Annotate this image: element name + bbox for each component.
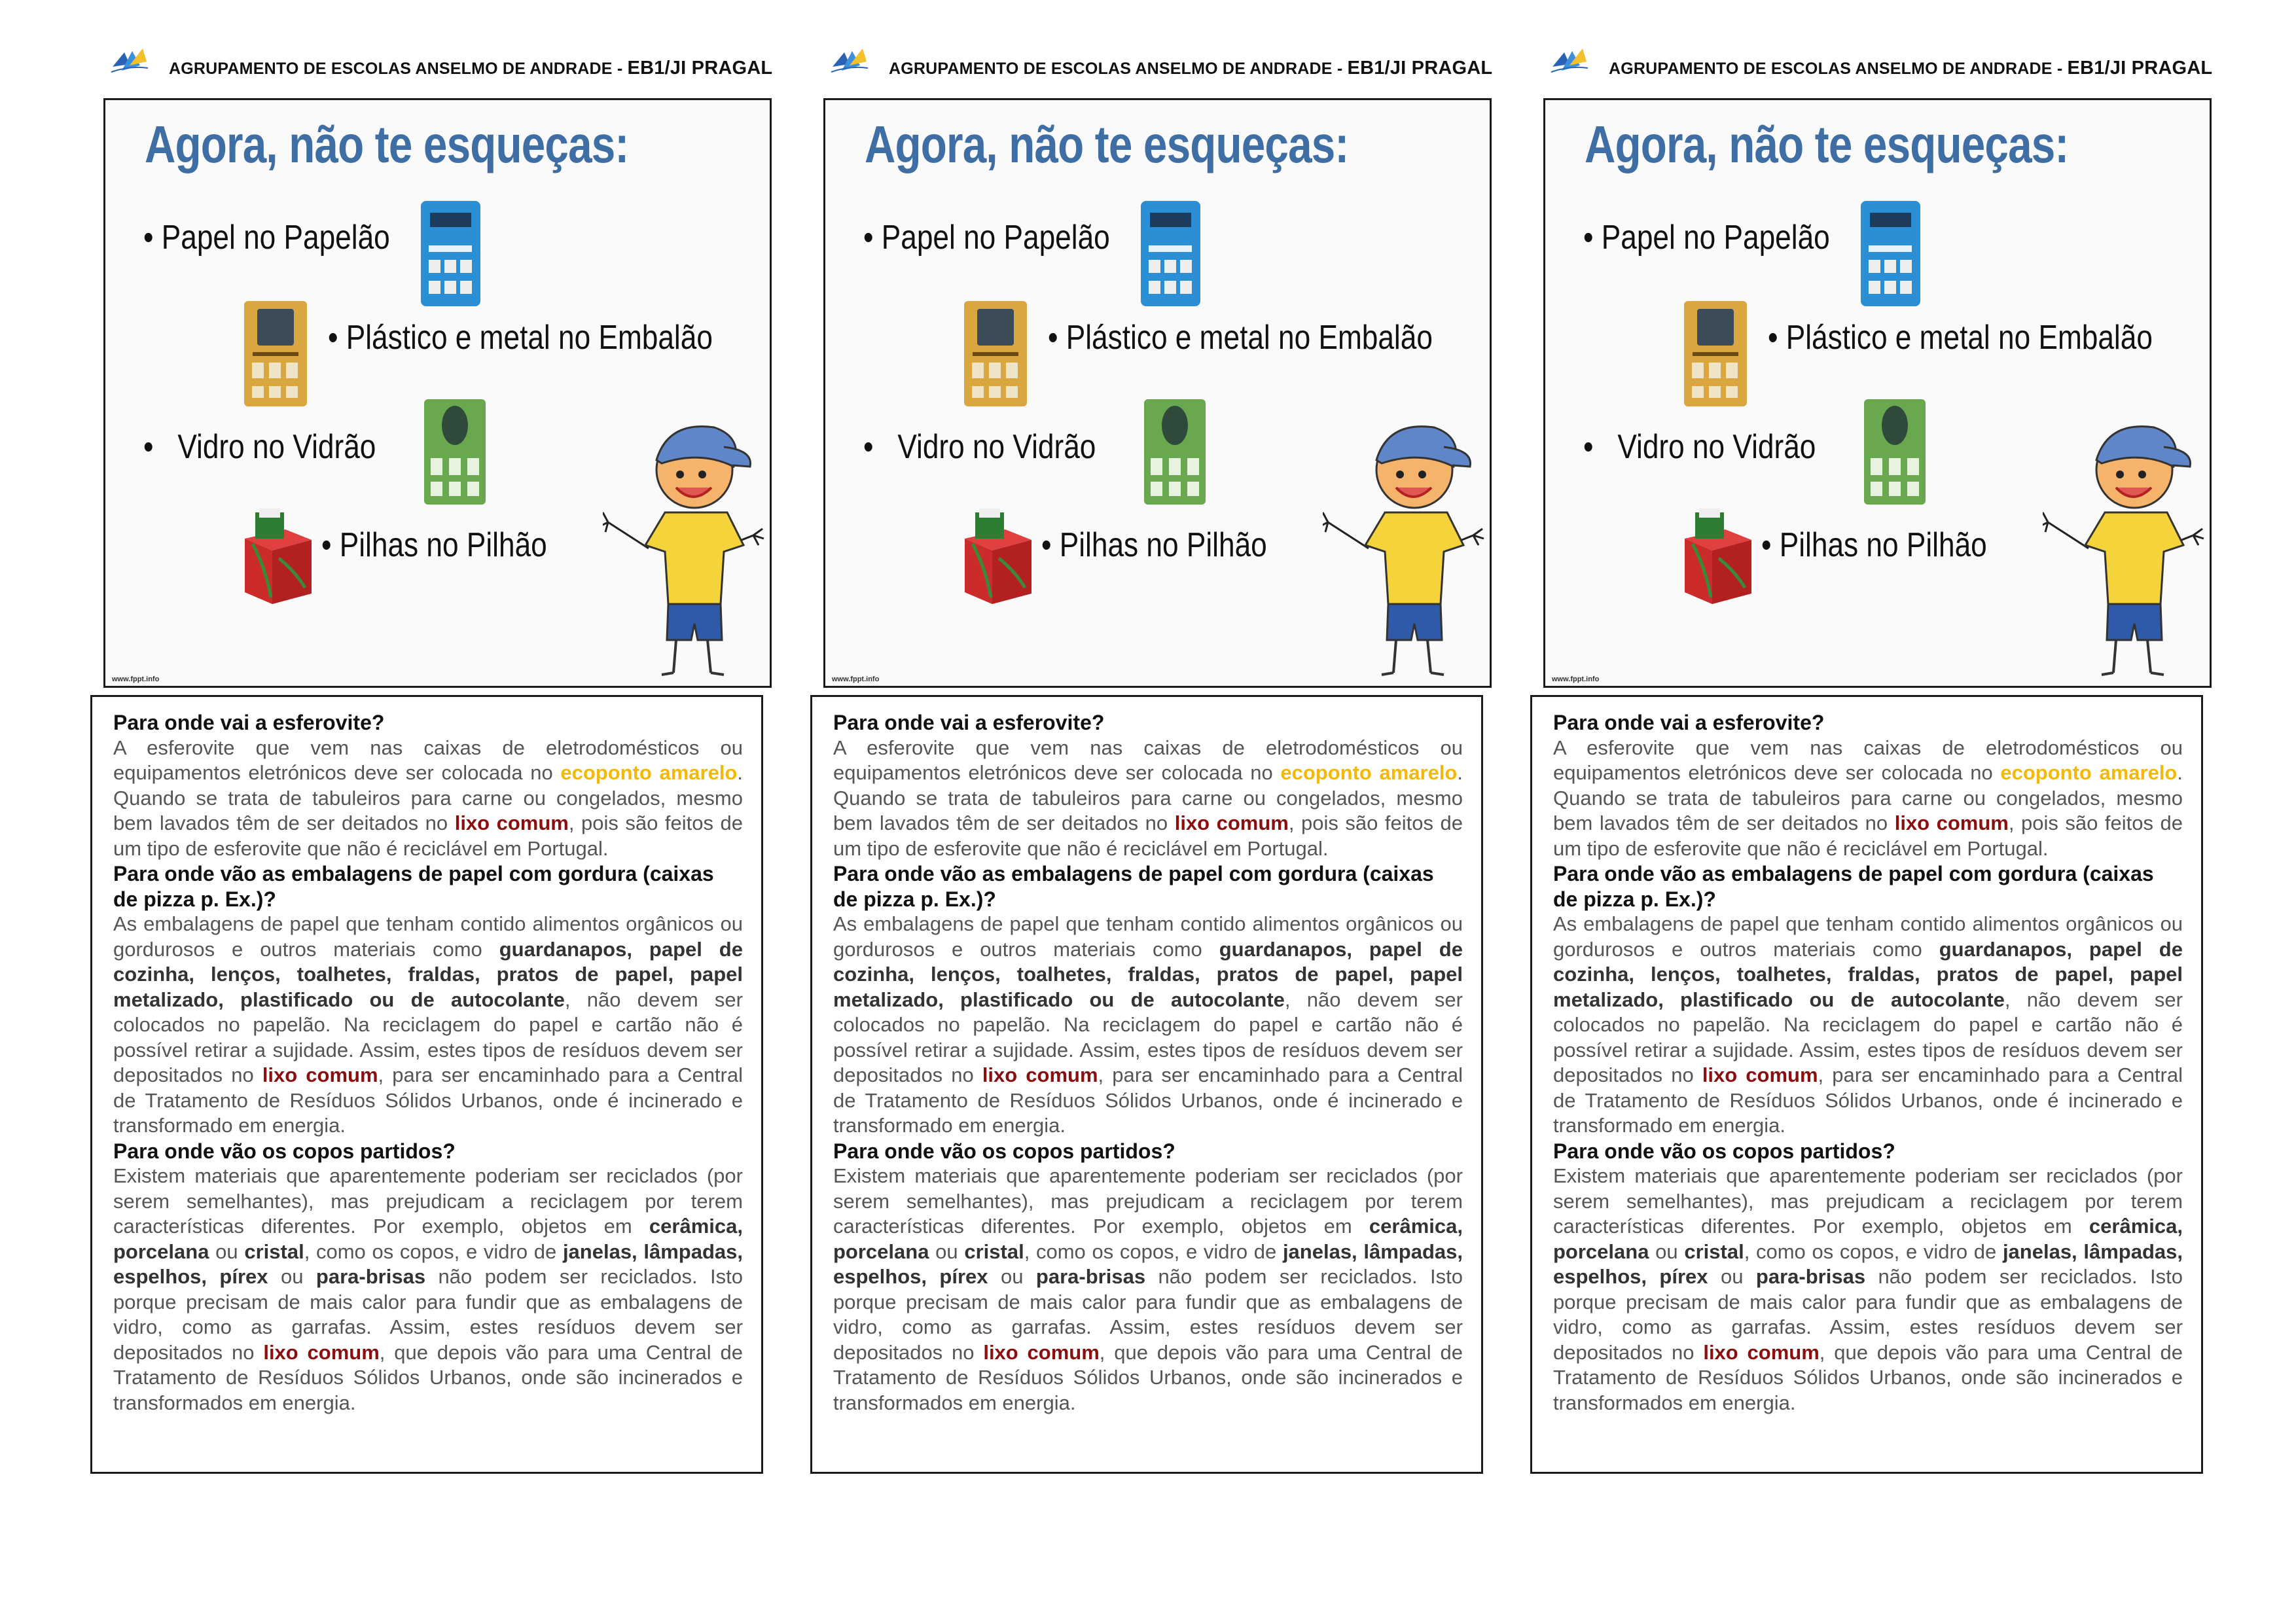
- info-text-box: [1530, 695, 2203, 1474]
- bullet-plastico: • Plástico e metal no Embalão: [1768, 319, 2153, 357]
- leaflet-column-2: [810, 0, 1491, 1623]
- school-header: [1543, 46, 2224, 92]
- pilhao-box-icon: [240, 506, 315, 607]
- bullet-papel: • Papel no Papelão: [143, 219, 390, 257]
- slide-title: Agora, não te esqueças:: [865, 115, 1349, 173]
- header-separator: -: [1336, 60, 1343, 78]
- slide-footer: www.fppt.info: [1552, 675, 1600, 683]
- question-papel-gordura: Para onde vão as embalagens de papel com gordura (caixas de pizza p. Ex.)?: [113, 862, 714, 911]
- boy-cartoon-icon: [2043, 414, 2206, 676]
- papelao-bin-icon: [1859, 200, 1922, 308]
- header-separator: -: [2056, 60, 2063, 78]
- bullet-papel-label: Papel no Papelão: [1601, 219, 1830, 257]
- bullet-vidro-label: Vidro no Vidrão: [177, 428, 376, 466]
- answer-copos-partidos: Existem materiais que aparentemente poderiam ser reciclados (por serem semelhantes), mas prejudicam a reciclagem por terem características diferentes. Por exemplo, objetos em cerâmica, porcelana ou cristal, como os copos, e vidro de janelas, lâmpadas, espelhos, pírex ou para-brisas não podem ser reciclados. Isto porque precisam de mais calor para fundir que as embalagens de vidro, como as garrafas. Assim, estes resíduos devem ser depositados no lixo comum, que depois vão para uma Central de Tratamento de Resíduos Sólidos Urbanos, onde são incinerados e transformados em energia.: [113, 1164, 743, 1414]
- highlight-lixo-comum: lixo comum: [983, 1340, 1100, 1364]
- highlight-ecoponto: ecoponto amarelo: [560, 761, 738, 784]
- pilhao-box-icon: [1679, 506, 1755, 607]
- question-copos-partidos: Para onde vão os copos partidos?: [113, 1139, 456, 1163]
- school-unit: EB1/JI PRAGAL: [2067, 58, 2213, 79]
- school-name: AGRUPAMENTO DE ESCOLAS ANSELMO DE ANDRADE: [169, 60, 613, 78]
- bullet-vidro: • Vidro no Vidrão: [1583, 428, 1816, 466]
- bullet-papel: • Papel no Papelão: [863, 219, 1110, 257]
- boy-cartoon-icon: [1323, 414, 1486, 676]
- papelao-bin-icon: [1139, 200, 1202, 308]
- highlight-lixo-comum: lixo comum: [1703, 1340, 1820, 1364]
- school-unit: EB1/JI PRAGAL: [627, 58, 773, 79]
- bullet-vidro-label: Vidro no Vidrão: [1617, 428, 1816, 466]
- bullet-pilhas: • Pilhas no Pilhão: [321, 526, 547, 564]
- school-logo-icon: [1550, 46, 1589, 79]
- recycling-slide: [1543, 98, 2212, 688]
- highlight-lixo-comum: lixo comum: [262, 1063, 378, 1086]
- school-header: [103, 46, 784, 92]
- leaflet-column-1: [90, 0, 771, 1623]
- highlight-lixo-comum: lixo comum: [982, 1063, 1098, 1086]
- recycling-slide: [103, 98, 772, 688]
- bullet-vidro: • Vidro no Vidrão: [863, 428, 1096, 466]
- highlight-lixo-comum: lixo comum: [1702, 1063, 1818, 1086]
- school-header: [823, 46, 1504, 92]
- answer-papel-gordura: As embalagens de papel que tenham contido alimentos orgânicos ou gordurosos e outros materiais como guardanapos, papel de cozinha, lenços, toalhetes, fraldas, pratos de papel, papel metalizado, plastificado ou de autocolante, não devem ser colocados no papelão. Na reciclagem do papel e cartão não é possível retirar a sujidade. Assim, estes tipos de resíduos devem ser depositados no lixo comum, para ser encaminhado para a Central de Tratamento de Resíduos Sólidos Urbanos, onde é incinerado e transformado em energia.: [833, 912, 1463, 1137]
- slide-footer: www.fppt.info: [112, 675, 160, 683]
- bullet-pilhas-label: Pilhas no Pilhão: [1059, 526, 1267, 564]
- question-esferovite: Para onde vai a esferovite?: [113, 711, 385, 734]
- bullet-plastico-label: Plástico e metal no Embalão: [1785, 319, 2153, 357]
- vidrao-bin-icon: [423, 398, 487, 506]
- slide-title: Agora, não te esqueças:: [145, 115, 629, 173]
- answer-copos-partidos: Existem materiais que aparentemente poderiam ser reciclados (por serem semelhantes), mas prejudicam a reciclagem por terem características diferentes. Por exemplo, objetos em cerâmica, porcelana ou cristal, como os copos, e vidro de janelas, lâmpadas, espelhos, pírex ou para-brisas não podem ser reciclados. Isto porque precisam de mais calor para fundir que as embalagens de vidro, como as garrafas. Assim, estes resíduos devem ser depositados no lixo comum, que depois vão para uma Central de Tratamento de Resíduos Sólidos Urbanos, onde são incinerados e transformados em energia.: [833, 1164, 1463, 1414]
- bullet-pilhas: • Pilhas no Pilhão: [1041, 526, 1267, 564]
- school-logo-icon: [830, 46, 869, 79]
- info-text-box: [810, 695, 1483, 1474]
- bullet-plastico-label: Plástico e metal no Embalão: [346, 319, 713, 357]
- bullet-pilhas: • Pilhas no Pilhão: [1761, 526, 1987, 564]
- boy-cartoon-icon: [603, 414, 766, 676]
- bullet-vidro-label: Vidro no Vidrão: [897, 428, 1096, 466]
- vidrao-bin-icon: [1143, 398, 1207, 506]
- question-papel-gordura: Para onde vão as embalagens de papel com gordura (caixas de pizza p. Ex.)?: [1553, 862, 2154, 911]
- answer-esferovite: A esferovite que vem nas caixas de eletrodomésticos ou equipamentos eletrónicos deve ser colocada no ecoponto amarelo. Quando se trata de tabuleiros para carne ou congelados, mesmo bem lavados têm de ser deitados no lixo comum, pois são feitos de um tipo de esferovite que não é reciclável em Portugal.: [113, 736, 743, 860]
- bullet-plastico-label: Plástico e metal no Embalão: [1066, 319, 1433, 357]
- bullet-vidro: • Vidro no Vidrão: [143, 428, 376, 466]
- school-logo-icon: [110, 46, 149, 79]
- answer-copos-partidos: Existem materiais que aparentemente poderiam ser reciclados (por serem semelhantes), mas prejudicam a reciclagem por terem características diferentes. Por exemplo, objetos em cerâmica, porcelana ou cristal, como os copos, e vidro de janelas, lâmpadas, espelhos, pírex ou para-brisas não podem ser reciclados. Isto porque precisam de mais calor para fundir que as embalagens de vidro, como as garrafas. Assim, estes resíduos devem ser depositados no lixo comum, que depois vão para uma Central de Tratamento de Resíduos Sólidos Urbanos, onde são incinerados e transformados em energia.: [1553, 1164, 2183, 1414]
- highlight-ecoponto: ecoponto amarelo: [1280, 761, 1458, 784]
- bullet-papel-label: Papel no Papelão: [881, 219, 1110, 257]
- header-title: [889, 58, 1492, 79]
- vidrao-bin-icon: [1863, 398, 1927, 506]
- recycling-slide: [823, 98, 1492, 688]
- embalao-bin-icon: [1683, 300, 1748, 408]
- answer-esferovite: A esferovite que vem nas caixas de eletrodomésticos ou equipamentos eletrónicos deve ser colocada no ecoponto amarelo. Quando se trata de tabuleiros para carne ou congelados, mesmo bem lavados têm de ser deitados no lixo comum, pois são feitos de um tipo de esferovite que não é reciclável em Portugal.: [1553, 736, 2183, 860]
- pilhao-box-icon: [960, 506, 1035, 607]
- school-name: AGRUPAMENTO DE ESCOLAS ANSELMO DE ANDRADE: [889, 60, 1333, 78]
- bullet-papel-label: Papel no Papelão: [161, 219, 390, 257]
- header-title: [169, 58, 772, 79]
- question-esferovite: Para onde vai a esferovite?: [833, 711, 1105, 734]
- highlight-ecoponto: ecoponto amarelo: [2000, 761, 2178, 784]
- answer-papel-gordura: As embalagens de papel que tenham contido alimentos orgânicos ou gordurosos e outros materiais como guardanapos, papel de cozinha, lenços, toalhetes, fraldas, pratos de papel, papel metalizado, plastificado ou de autocolante, não devem ser colocados no papelão. Na reciclagem do papel e cartão não é possível retirar a sujidade. Assim, estes tipos de resíduos devem ser depositados no lixo comum, para ser encaminhado para a Central de Tratamento de Resíduos Sólidos Urbanos, onde é incinerado e transformado em energia.: [1553, 912, 2183, 1137]
- answer-papel-gordura: As embalagens de papel que tenham contido alimentos orgânicos ou gordurosos e outros materiais como guardanapos, papel de cozinha, lenços, toalhetes, fraldas, pratos de papel, papel metalizado, plastificado ou de autocolante, não devem ser colocados no papelão. Na reciclagem do papel e cartão não é possível retirar a sujidade. Assim, estes tipos de resíduos devem ser depositados no lixo comum, para ser encaminhado para a Central de Tratamento de Resíduos Sólidos Urbanos, onde é incinerado e transformado em energia.: [113, 912, 743, 1137]
- question-copos-partidos: Para onde vão os copos partidos?: [1553, 1139, 1895, 1163]
- question-esferovite: Para onde vai a esferovite?: [1553, 711, 1825, 734]
- highlight-lixo-comum: lixo comum: [263, 1340, 380, 1364]
- embalao-bin-icon: [243, 300, 308, 408]
- bullet-papel: • Papel no Papelão: [1583, 219, 1830, 257]
- highlight-lixo-comum: lixo comum: [1174, 812, 1289, 834]
- highlight-lixo-comum: lixo comum: [454, 812, 569, 834]
- slide-title: Agora, não te esqueças:: [1585, 115, 2069, 173]
- info-text-box: [90, 695, 763, 1474]
- embalao-bin-icon: [963, 300, 1028, 408]
- bullet-pilhas-label: Pilhas no Pilhão: [339, 526, 547, 564]
- question-papel-gordura: Para onde vão as embalagens de papel com gordura (caixas de pizza p. Ex.)?: [833, 862, 1434, 911]
- slide-footer: www.fppt.info: [832, 675, 880, 683]
- papelao-bin-icon: [420, 200, 482, 308]
- bullet-plastico: • Plástico e metal no Embalão: [328, 319, 713, 357]
- header-title: [1609, 58, 2212, 79]
- bullet-plastico: • Plástico e metal no Embalão: [1048, 319, 1433, 357]
- highlight-lixo-comum: lixo comum: [1894, 812, 2009, 834]
- answer-esferovite: A esferovite que vem nas caixas de eletrodomésticos ou equipamentos eletrónicos deve ser colocada no ecoponto amarelo. Quando se trata de tabuleiros para carne ou congelados, mesmo bem lavados têm de ser deitados no lixo comum, pois são feitos de um tipo de esferovite que não é reciclável em Portugal.: [833, 736, 1463, 860]
- school-unit: EB1/JI PRAGAL: [1347, 58, 1493, 79]
- header-separator: -: [617, 60, 623, 78]
- leaflet-column-3: [1530, 0, 2211, 1623]
- bullet-pilhas-label: Pilhas no Pilhão: [1779, 526, 1987, 564]
- question-copos-partidos: Para onde vão os copos partidos?: [833, 1139, 1175, 1163]
- school-name: AGRUPAMENTO DE ESCOLAS ANSELMO DE ANDRADE: [1609, 60, 2053, 78]
